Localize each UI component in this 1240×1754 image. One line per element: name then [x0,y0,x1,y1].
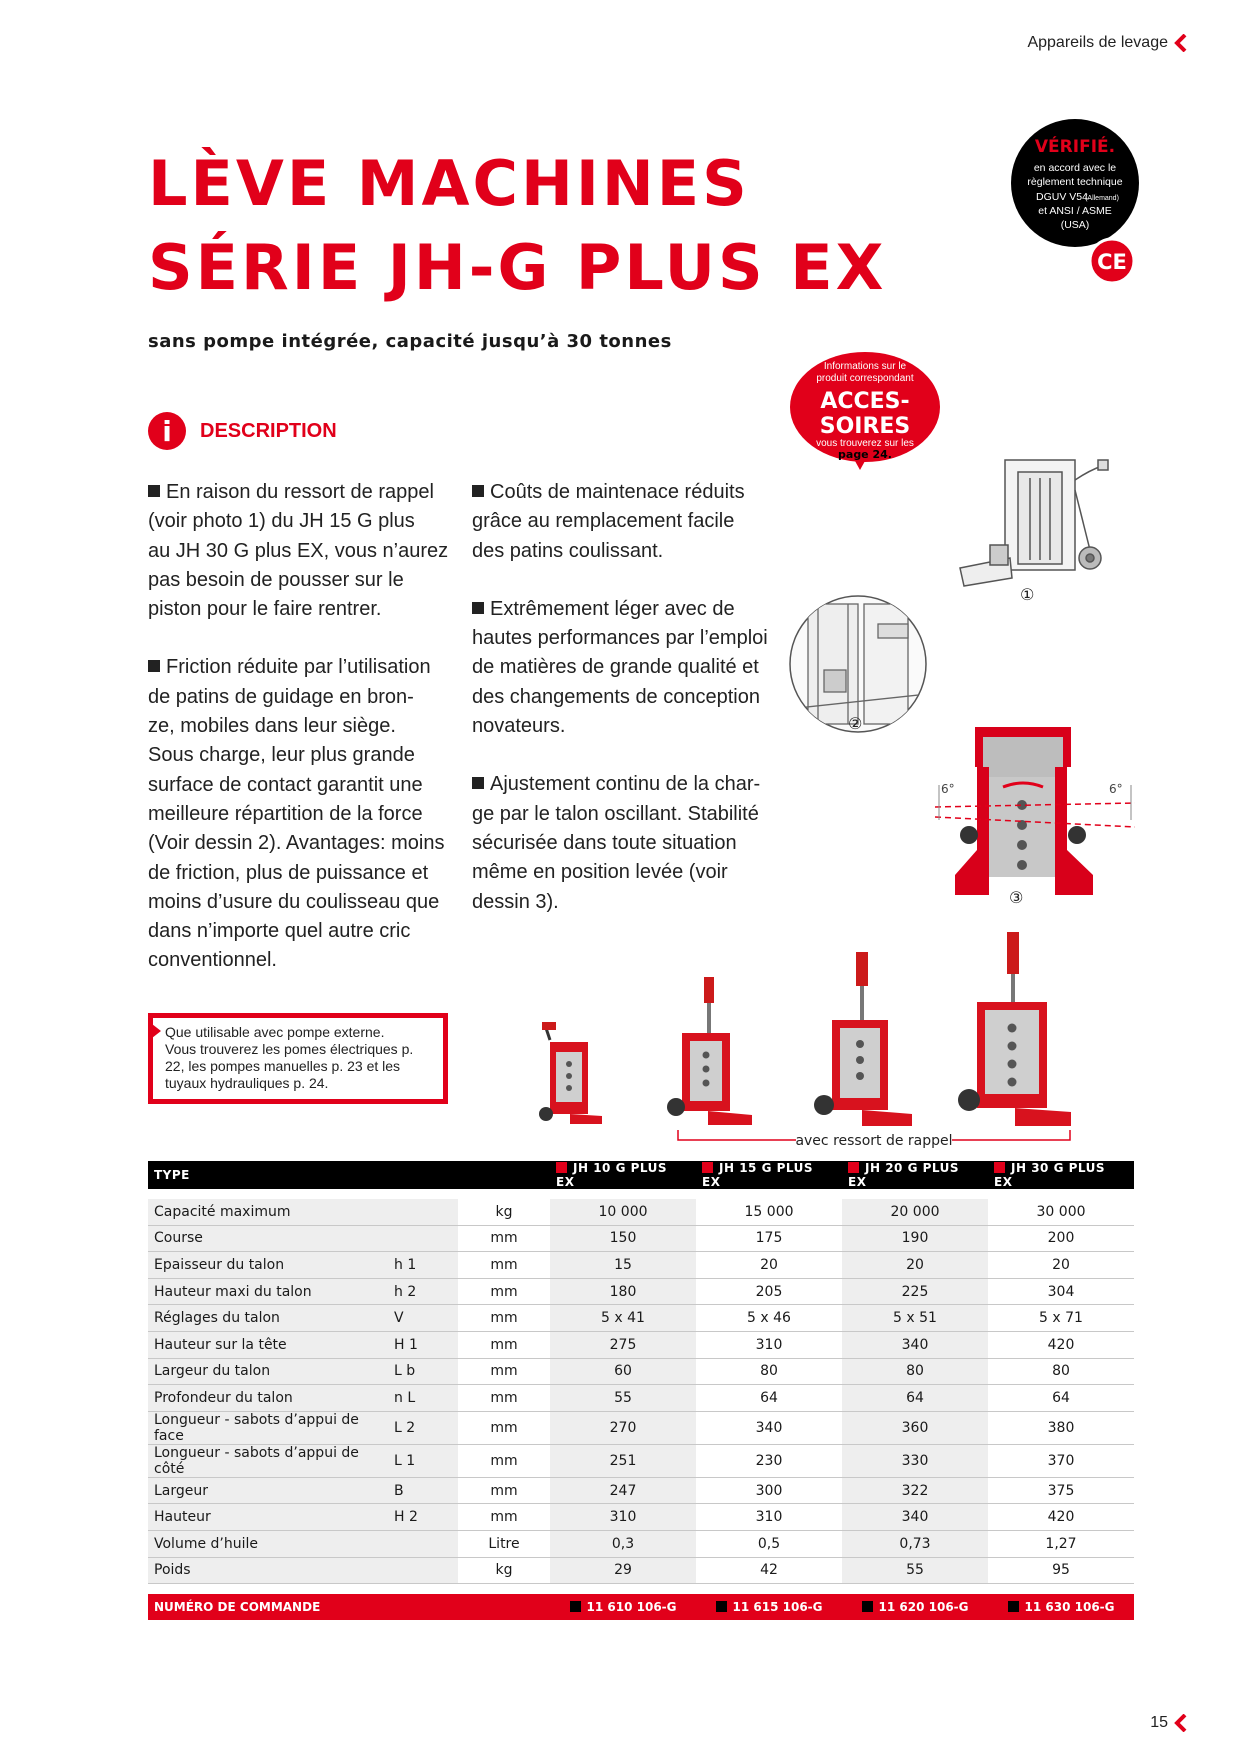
row-value: 15 000 [696,1199,842,1225]
table-row [148,1252,1134,1279]
row-symbol [388,1199,458,1225]
row-symbol: L b [388,1358,458,1385]
row-symbol: H 1 [388,1331,458,1358]
row-value: 420 [988,1504,1134,1531]
figure-1-drawing [950,450,1130,610]
row-value: 64 [842,1385,988,1412]
row-label: Largeur du talon [148,1358,388,1385]
badge-line-3a: DGUV V54 [1036,191,1088,203]
row-label: Poids [148,1557,388,1584]
order-number: 11 615 106-G [696,1594,842,1620]
category-label: Appareils de levage [1027,34,1168,51]
row-value: 30 000 [988,1199,1134,1225]
paragraph-spring: En raison du ressort de rappel (voir photo 1) du JH 15 G plus au JH 30 G plus EX, vous n’aurez pas besoin de pousser sur le piston pour le faire rentrer. [148,481,449,621]
row-value: 310 [550,1504,696,1531]
row-value: 375 [988,1477,1134,1504]
row-value: 64 [696,1385,842,1412]
model-header: JH 10 G PLUS EX [550,1161,696,1189]
row-value: 340 [696,1411,842,1444]
row-value: 360 [842,1411,988,1444]
table-row [148,1385,1134,1412]
row-label: Volume d’huile [148,1530,388,1557]
table-row [148,1358,1134,1385]
row-value: 175 [696,1225,842,1252]
row-value: 310 [696,1504,842,1531]
notice-line-2: Vous trouverez les pomes électriques p. [165,1041,414,1057]
row-value: 0,5 [696,1530,842,1557]
row-unit: mm [458,1385,550,1412]
model-header: JH 20 G PLUS EX [842,1161,988,1189]
row-value: 15 [550,1252,696,1279]
row-value: 310 [696,1331,842,1358]
row-symbol: h 1 [388,1252,458,1279]
spec-table [148,1161,1134,1620]
row-symbol [388,1557,458,1584]
row-unit: mm [458,1411,550,1444]
row-value: 80 [988,1358,1134,1385]
row-symbol: h 2 [388,1278,458,1305]
row-symbol [388,1225,458,1252]
row-value: 275 [550,1331,696,1358]
row-value: 20 [988,1252,1134,1279]
spring-label: avec ressort de rappel [795,1133,953,1149]
page-number-label: 15 [1150,1714,1168,1731]
description-heading [148,412,337,450]
notice-line-3: 22, les pompes manuelles p. 23 et les [165,1058,401,1074]
row-label: Longueur - sabots d’appui de face [148,1411,388,1444]
row-value: 5 x 41 [550,1305,696,1332]
row-value: 200 [988,1225,1134,1252]
row-label: Réglages du talon [148,1305,388,1332]
row-value: 64 [988,1385,1134,1412]
row-value: 300 [696,1477,842,1504]
table-row [148,1199,1134,1225]
table-row [148,1411,1134,1444]
row-label: Largeur [148,1477,388,1504]
angle-right-label: 6° [1109,782,1123,796]
row-value: 251 [550,1444,696,1477]
verified-badge [1010,118,1140,288]
product-image-jh15 [660,975,760,1130]
model-header: JH 15 G PLUS EX [696,1161,842,1189]
row-value: 230 [696,1444,842,1477]
model-header: JH 30 G PLUS EX [988,1161,1134,1189]
row-value: 95 [988,1557,1134,1584]
row-value: 322 [842,1477,988,1504]
row-label: Hauteur maxi du talon [148,1278,388,1305]
page-title [148,142,886,310]
row-value: 370 [988,1444,1134,1477]
order-number: 11 610 106-G [550,1594,696,1620]
header-category [1027,34,1188,52]
description-left-column [148,478,458,1005]
badge-line-5: (USA) [1060,219,1090,231]
row-symbol: B [388,1477,458,1504]
spec-body [148,1199,1134,1584]
row-value: 180 [550,1278,696,1305]
badge-title: VÉRIFIÉ. [1034,137,1116,157]
triangle-pointer-icon [152,1024,161,1038]
row-value: 0,73 [842,1530,988,1557]
acc-line-4: page 24. [838,448,892,461]
row-value: 42 [696,1557,842,1584]
notice-line-1: Que utilisable avec pompe externe. [165,1024,385,1040]
row-unit: kg [458,1557,550,1584]
page-number [1150,1714,1188,1732]
row-unit: kg [458,1199,550,1225]
paragraph-friction: Friction réduite par l’utilisation de patins de guidage en bron- ze, mobiles dans leur siège. Sous charge, leur plus grande surface de contact garantit une meilleure répartition de la force (Voir dessin 2). Avantages: moins de friction, plus de puissance et moins d’usure du coulisseau que dans n’importe quel autre cric conventionnel. [148,656,445,972]
row-unit: mm [458,1477,550,1504]
table-row [148,1444,1134,1477]
order-number-label: NUMÉRO DE COMMANDE [148,1594,550,1620]
row-value: 247 [550,1477,696,1504]
row-value: 150 [550,1225,696,1252]
row-unit: mm [458,1331,550,1358]
product-image-jh10 [530,1020,610,1130]
row-label: Longueur - sabots d’appui de côté [148,1444,388,1477]
bullet-icon [472,485,484,497]
acc-title-1: ACCES- [820,389,910,414]
accessories-bubble[interactable] [790,352,940,477]
row-value: 304 [988,1278,1134,1305]
table-row [148,1530,1134,1557]
bullet-icon [148,660,160,672]
row-unit: mm [458,1444,550,1477]
bullet-icon [472,777,484,789]
row-symbol: H 2 [388,1504,458,1531]
row-value: 380 [988,1411,1134,1444]
row-unit: mm [458,1504,550,1531]
row-unit: mm [458,1358,550,1385]
row-label: Capacité maximum [148,1199,388,1225]
description-title: DESCRIPTION [200,419,337,442]
product-image-jh30 [955,930,1075,1130]
row-value: 20 000 [842,1199,988,1225]
description-right-column [472,478,792,946]
row-value: 0,3 [550,1530,696,1557]
angle-left-label: 6° [941,782,955,796]
row-value: 190 [842,1225,988,1252]
row-label: Hauteur sur la tête [148,1331,388,1358]
row-value: 55 [550,1385,696,1412]
notice-box [148,1013,448,1104]
figure-2-drawing [788,594,928,734]
ce-mark-label: CE [1097,250,1127,274]
figure-2-number: ② [848,714,863,733]
row-label: Course [148,1225,388,1252]
chevron-left-icon [1174,34,1188,52]
row-symbol [388,1530,458,1557]
notice-line-4: tuyaux hydrauliques p. 24. [165,1075,329,1091]
paragraph-adjustment: Ajustement continu de la char- ge par le talon oscillant. Stabilité sécurisée dans toute situation même en position levée (voir dessin 3). [472,773,761,913]
row-value: 340 [842,1331,988,1358]
table-row [148,1305,1134,1332]
row-symbol: V [388,1305,458,1332]
table-row [148,1504,1134,1531]
type-header: TYPE [148,1161,550,1189]
acc-line-2: produit correspondant [816,373,914,384]
product-image-jh20 [808,950,918,1130]
row-label: Epaisseur du talon [148,1252,388,1279]
row-value: 330 [842,1444,988,1477]
row-value: 5 x 71 [988,1305,1134,1332]
acc-line-1: Informations sur le [823,361,907,372]
paragraph-lightweight: Extrêmement léger avec de hautes performances par l’emploi de matières de grande qualité et des changements de conception novateurs. [472,597,768,738]
table-row [148,1477,1134,1504]
table-row [148,1331,1134,1358]
badge-line-3b: (Allemand) [1085,195,1119,202]
row-unit: mm [458,1252,550,1279]
bullet-icon [472,602,484,614]
bullet-icon [148,485,160,497]
row-value: 225 [842,1278,988,1305]
row-value: 29 [550,1557,696,1584]
row-symbol: L 1 [388,1444,458,1477]
title-line-2: SÉRIE JH-G PLUS EX [148,231,887,304]
badge-line-4: et ANSI / ASME [1038,205,1112,217]
row-value: 270 [550,1411,696,1444]
acc-title-2: SOIRES [819,414,911,439]
row-symbol: n L [388,1385,458,1412]
row-value: 1,27 [988,1530,1134,1557]
figure-3-number: ③ [1009,888,1024,905]
acc-line-3: vous trouverez sur les [816,438,914,449]
badge-line-2: règlement technique [1027,176,1123,188]
order-number-row [148,1594,1134,1620]
row-value: 5 x 46 [696,1305,842,1332]
table-row [148,1225,1134,1252]
figure-3-drawing [935,725,1135,905]
table-row [148,1278,1134,1305]
row-label: Profondeur du talon [148,1385,388,1412]
row-value: 20 [842,1252,988,1279]
row-value: 10 000 [550,1199,696,1225]
row-value: 80 [696,1358,842,1385]
badge-line-1: en accord avec le [1033,162,1117,174]
row-value: 80 [842,1358,988,1385]
info-icon [148,412,186,450]
row-unit: mm [458,1225,550,1252]
table-row [148,1557,1134,1584]
title-line-1: LÈVE MACHINES [148,147,750,220]
table-header-row [148,1161,1134,1189]
row-value: 5 x 51 [842,1305,988,1332]
row-value: 205 [696,1278,842,1305]
svg-text:i: i [162,415,172,448]
spring-bracket [676,1130,1072,1154]
page-subtitle: sans pompe intégrée, capacité jusqu’à 30 tonnes [148,331,672,352]
figure-1-number: ① [1020,585,1035,604]
order-number: 11 630 106-G [988,1594,1134,1620]
row-value: 20 [696,1252,842,1279]
row-value: 55 [842,1557,988,1584]
row-value: 340 [842,1504,988,1531]
row-unit: mm [458,1305,550,1332]
row-unit: Litre [458,1530,550,1557]
chevron-left-icon [1174,1714,1188,1732]
row-value: 420 [988,1331,1134,1358]
row-value: 60 [550,1358,696,1385]
paragraph-maintenance: Coûts de maintenace réduits grâce au remplacement facile des patins coulissant. [472,481,745,562]
order-number: 11 620 106-G [842,1594,988,1620]
row-label: Hauteur [148,1504,388,1531]
row-unit: mm [458,1278,550,1305]
row-symbol: L 2 [388,1411,458,1444]
